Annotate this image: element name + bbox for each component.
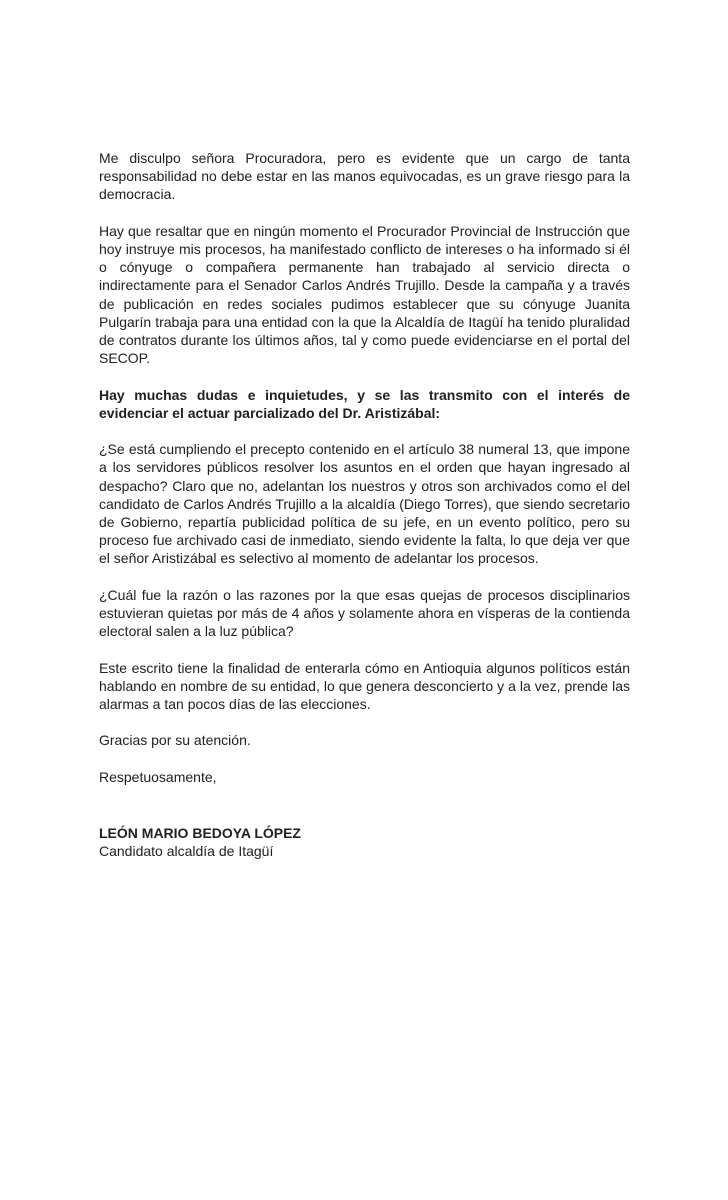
valediction: Respetuosamente, — [99, 768, 217, 785]
paragraph-question-delay: ¿Cuál fue la razón o las razones por la que esas quejas de procesos disciplinarios estuvieran quietas por más de 4 años y solamente ahora en vísperas de la contienda electoral salen a la luz pública? — [99, 586, 630, 640]
signature-block — [99, 824, 630, 860]
thanks-line: Gracias por su atención. — [99, 732, 251, 749]
letter-body — [99, 149, 630, 860]
paragraph-purpose: Este escrito tiene la finalidad de enterarla cómo en Antioquia algunos políticos están hablando en nombre de su entidad, lo que genera desconcierto y a la vez, prende las alarmas a tan pocos días de las elecciones. — [99, 659, 630, 713]
paragraph-emphasis-doubts: Hay muchas dudas e inquietudes, y se las transmito con el interés de evidenciar el actuar parcializado del Dr. Aristizábal: — [99, 386, 630, 421]
paragraph-apology: Me disculpo señora Procuradora, pero es evidente que un cargo de tanta responsabilidad no debe estar en las manos equivocadas, es un grave riesgo para la democracia. — [99, 150, 630, 203]
signature-name: LEÓN MARIO BEDOYA LÓPEZ — [99, 825, 301, 841]
paragraph-article-38: ¿Se está cumpliendo el precepto contenido en el artículo 38 numeral 13, que impone a los servidores públicos resolver los asuntos en el orden que hayan ingresado al despacho? Claro que no, adelantan los nuestros y otros son archivados como el del candidato de Carlos Andrés Trujillo a la alcaldía (Diego Torres), que siendo secretario de Gobierno, repartía publicidad política de su jefe, en un evento político, pero su proceso fue archivado casi de inmediato, siendo evidente la falta, lo que deja ver que el señor Aristizábal es selectivo al momento de adelantar los procesos. — [99, 441, 630, 567]
signature-role: Candidato alcaldía de Itagüí — [99, 843, 274, 860]
paragraph-conflict-of-interest: Hay que resaltar que en ningún momento el Procurador Provincial de Instrucción que hoy instruye mis procesos, ha manifestado conflicto de intereses o ha informado si él o cónyuge o compañera permanente han trabajado al servicio directa o indirectamente para el Senador Carlos Andrés Trujillo. Desde la campaña y a través de publicación en redes sociales pudimos establecer que su cónyuge Juanita Pulgarín trabaja para una entidad con la que la Alcaldía de Itagüí ha tenido pluralidad de contratos durante los últimos años, tal y como puede evidenciarse en el portal del SECOP. — [99, 222, 630, 367]
